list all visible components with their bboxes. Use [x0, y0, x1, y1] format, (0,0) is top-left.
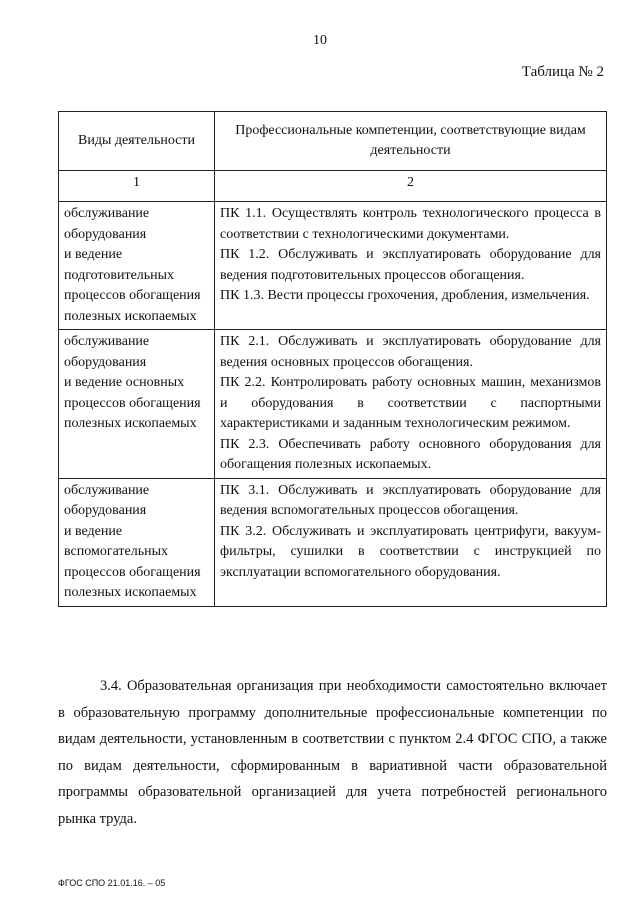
competency-item: ПК 1.2. Обслуживать и эксплуатировать оборудование для ведения подготовительных процессов обогащения. [220, 247, 601, 283]
page-number: 10 [313, 33, 327, 48]
activity-cell [59, 202, 215, 330]
activity-line: подготовительных [64, 267, 175, 283]
activity-line: полезных ископаемых [64, 308, 197, 324]
table-header-row [59, 112, 607, 171]
header-activities: Виды деятельности [59, 112, 215, 171]
activity-line: оборудования [64, 503, 147, 518]
activity-line: полезных ископаемых [64, 585, 197, 600]
column-number: 2 [215, 171, 607, 202]
competency-item: ПК 1.1. Осуществлять контроль технологического процесса в соответствии с технологическими документами. [220, 206, 601, 242]
activity-cell [59, 478, 215, 606]
activity-line: обслуживание [64, 206, 150, 221]
competencies-cell [215, 330, 607, 479]
footer-document-code: ФГОС СПО 21.01.16. – 05 [58, 878, 166, 888]
activity-line: оборудования [64, 354, 147, 370]
activity-line: вспомогательных [64, 544, 169, 559]
activity-line: обслуживание [64, 334, 150, 349]
column-number: 1 [59, 171, 215, 202]
competency-item: ПК 2.3. Обеспечивать работу основного оборудования для обогащения полезных ископаемых. [220, 436, 601, 472]
activity-line: оборудования [64, 226, 147, 242]
table-caption: Таблица № 2 [521, 64, 604, 80]
body-paragraph: 3.4. Образовательная организация при необходимости самостоятельно включает в образовательную программу дополнительные профессиональные компетенции по видам деятельности, установленным в соответствии с пунктом 2.4 ФГОС СПО, а также по видам деятельности, сформированным в вариативной части образовательной программы образовательной организацией для учета потребностей регионального рынка труда. [58, 678, 607, 827]
table-row [59, 202, 607, 330]
activity-line: процессов обогащения [64, 564, 201, 580]
table-row [59, 478, 607, 606]
header-competencies: Профессиональные компетенции, соответствующие видам деятельности [215, 112, 607, 171]
activity-line: и ведение [64, 523, 123, 539]
activity-line: процессов обогащения [64, 395, 201, 411]
table-column-number-row [59, 171, 607, 202]
competency-item: ПК 3.1. Обслуживать и эксплуатировать оборудование для ведения вспомогательных процессов обогащения. [220, 482, 601, 518]
competency-item: ПК 1.3. Вести процессы грохочения, дробления, измельчения. [220, 288, 590, 303]
activity-line: и ведение [64, 247, 123, 262]
activity-line: полезных ископаемых [64, 416, 197, 431]
competencies-table [58, 111, 607, 607]
competencies-cell [215, 478, 607, 606]
activity-line: и ведение основных [64, 375, 185, 390]
activity-line: процессов обогащения [64, 288, 201, 303]
competencies-cell [215, 202, 607, 330]
activity-cell [59, 330, 215, 479]
competency-item: ПК 2.2. Контролировать работу основных машин, механизмов и оборудования в соответствии с паспортными характеристиками и заданным технологическим режимом. [220, 375, 601, 431]
competency-item: ПК 3.2. Обслуживать и эксплуатировать центрифуги, вакуум-фильтры, сушилки в соответствии с инструкцией по эксплуатации вспомогательного оборудования. [220, 523, 601, 580]
competency-item: ПК 2.1. Обслуживать и эксплуатировать оборудование для ведения основных процессов обогащения. [220, 334, 601, 370]
table-row [59, 330, 607, 479]
activity-line: обслуживание [64, 482, 150, 498]
